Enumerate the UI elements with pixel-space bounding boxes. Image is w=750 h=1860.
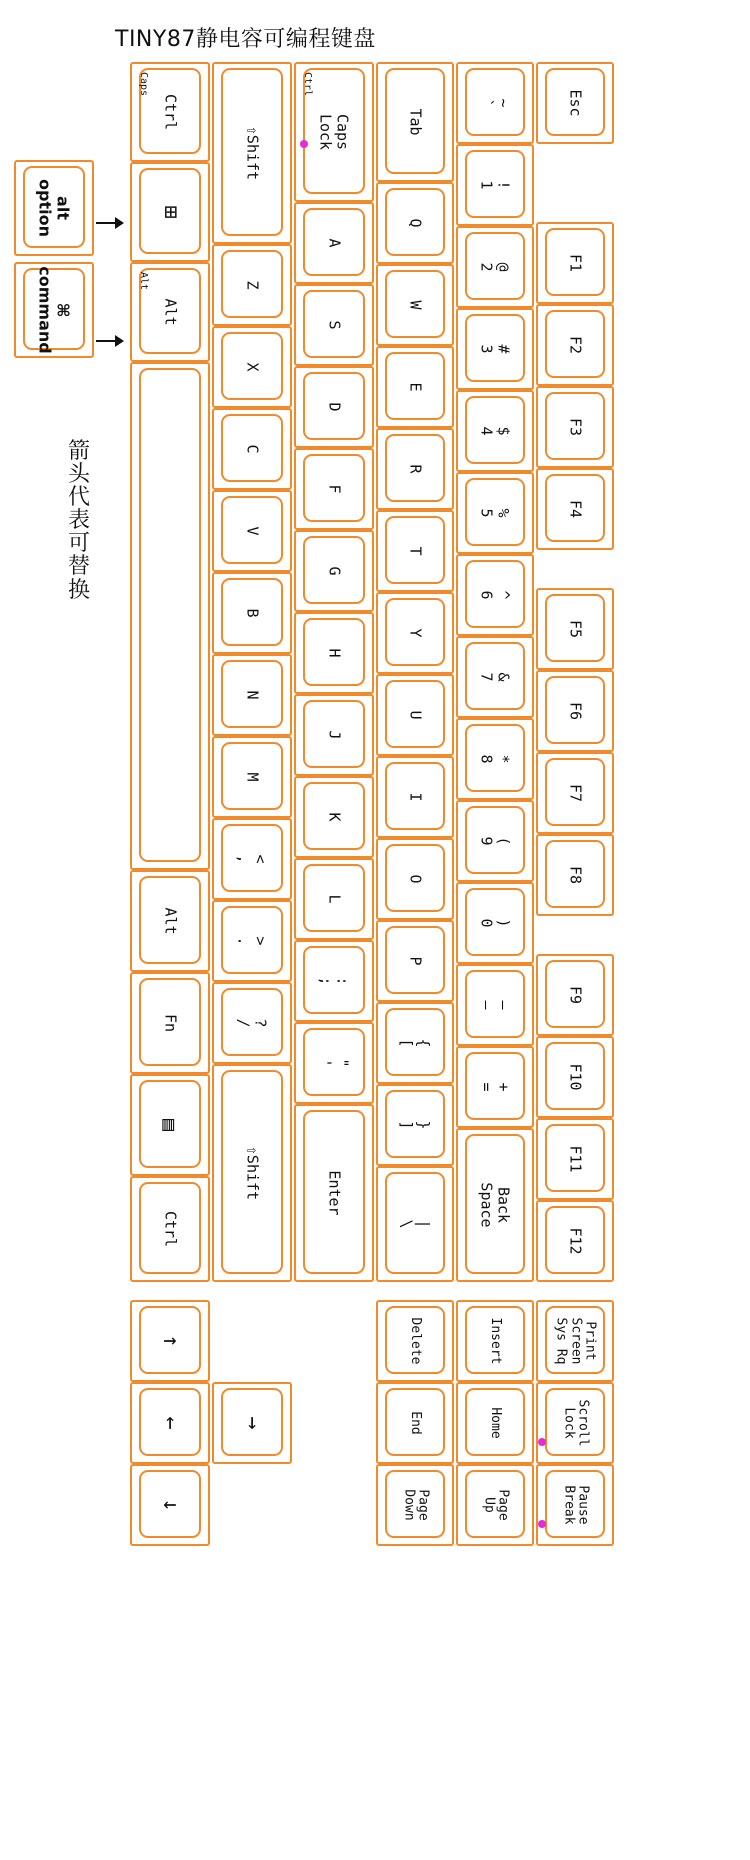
key-quote[interactable]: " ' [294, 1022, 374, 1104]
arrow-icon [96, 340, 122, 342]
key-f7[interactable]: F7 [536, 752, 614, 834]
diagram-title: TINY87静电容可编程键盘 [115, 27, 376, 52]
key-j[interactable]: J [294, 694, 374, 776]
key-equal[interactable]: + = [456, 1046, 534, 1128]
key-b[interactable]: B [212, 572, 292, 654]
key-backspace[interactable]: Back Space [456, 1128, 534, 1282]
key-l[interactable]: L [294, 858, 374, 940]
key-arrow-right[interactable]: → [212, 1382, 292, 1464]
key-fn[interactable]: Fn [130, 972, 210, 1074]
key-left-ctrl[interactable]: Ctrl Caps [130, 62, 210, 162]
key-h[interactable]: H [294, 612, 374, 694]
key-right-shift[interactable]: ⇧Shift [212, 1064, 292, 1282]
key-n[interactable]: N [212, 654, 292, 736]
key-6[interactable]: ^ 6 [456, 554, 534, 636]
key-arrow-down[interactable]: ↓ [130, 1464, 210, 1546]
key-a[interactable]: A [294, 202, 374, 284]
key-backslash[interactable]: | \ [376, 1166, 454, 1282]
key-d[interactable]: D [294, 366, 374, 448]
key-q[interactable]: Q [376, 182, 454, 264]
key-f3[interactable]: F3 [536, 386, 614, 468]
key-f8[interactable]: F8 [536, 834, 614, 916]
key-period[interactable]: > . [212, 900, 292, 982]
key-5[interactable]: % 5 [456, 472, 534, 554]
key-menu[interactable]: ▤ [130, 1074, 210, 1176]
key-u[interactable]: U [376, 674, 454, 756]
key-left-bracket[interactable]: { [ [376, 1002, 454, 1084]
key-8[interactable]: * 8 [456, 718, 534, 800]
key-page-down[interactable]: Page Down [376, 1464, 454, 1546]
key-left-shift[interactable]: ⇧Shift [212, 62, 292, 244]
key-left-alt[interactable]: Alt Alt [130, 262, 210, 362]
key-arrow-left[interactable]: ← [130, 1382, 210, 1464]
key-0[interactable]: ) 0 [456, 882, 534, 964]
key-i[interactable]: I [376, 756, 454, 838]
key-f2[interactable]: F2 [536, 304, 614, 386]
key-k[interactable]: K [294, 776, 374, 858]
mac-command-key: ⌘ command [14, 262, 94, 358]
key-s[interactable]: S [294, 284, 374, 366]
key-w[interactable]: W [376, 264, 454, 346]
key-print-screen[interactable]: Print Screen Sys Rq [536, 1300, 614, 1382]
key-comma[interactable]: < , [212, 818, 292, 900]
key-tab[interactable]: Tab [376, 62, 454, 182]
key-c[interactable]: C [212, 408, 292, 490]
key-minus[interactable]: — – [456, 964, 534, 1046]
key-f1[interactable]: F1 [536, 222, 614, 304]
key-slash[interactable]: ? / [212, 982, 292, 1064]
key-pause-break[interactable]: Pause Break [536, 1464, 614, 1546]
key-esc[interactable]: Esc [536, 62, 614, 144]
key-v[interactable]: V [212, 490, 292, 572]
key-right-alt[interactable]: Alt [130, 870, 210, 972]
key-z[interactable]: Z [212, 244, 292, 326]
key-f5[interactable]: F5 [536, 588, 614, 670]
key-7[interactable]: & 7 [456, 636, 534, 718]
key-insert[interactable]: Insert [456, 1300, 534, 1382]
key-f12[interactable]: F12 [536, 1200, 614, 1282]
key-scroll-lock[interactable]: Scroll Lock [536, 1382, 614, 1464]
key-p[interactable]: P [376, 920, 454, 1002]
key-end[interactable]: End [376, 1382, 454, 1464]
arrow-icon [96, 222, 122, 224]
key-t[interactable]: T [376, 510, 454, 592]
key-4[interactable]: $ 4 [456, 390, 534, 472]
key-space[interactable] [130, 362, 210, 870]
key-semicolon[interactable]: : ; [294, 940, 374, 1022]
key-right-bracket[interactable]: } ] [376, 1084, 454, 1166]
key-e[interactable]: E [376, 346, 454, 428]
key-delete[interactable]: Delete [376, 1300, 454, 1382]
key-y[interactable]: Y [376, 592, 454, 674]
key-arrow-up[interactable]: ↑ [130, 1300, 210, 1382]
key-f11[interactable]: F11 [536, 1118, 614, 1200]
side-note: 箭 头 代 表 可 替 换 [67, 439, 90, 603]
key-f9[interactable]: F9 [536, 954, 614, 1036]
key-caps-lock[interactable]: Caps Lock Ctrl [294, 62, 374, 202]
key-m[interactable]: M [212, 736, 292, 818]
key-r[interactable]: R [376, 428, 454, 510]
key-grave[interactable]: ~ ` [456, 62, 534, 144]
key-2[interactable]: @ 2 [456, 226, 534, 308]
key-9[interactable]: ( 9 [456, 800, 534, 882]
key-f10[interactable]: F10 [536, 1036, 614, 1118]
key-f6[interactable]: F6 [536, 670, 614, 752]
key-home[interactable]: Home [456, 1382, 534, 1464]
indicator-dot [538, 1438, 546, 1446]
key-o[interactable]: O [376, 838, 454, 920]
key-g[interactable]: G [294, 530, 374, 612]
mac-alt-option-key: alt option [14, 160, 94, 256]
key-page-up[interactable]: Page Up [456, 1464, 534, 1546]
key-right-ctrl[interactable]: Ctrl [130, 1176, 210, 1282]
key-1[interactable]: ! 1 [456, 144, 534, 226]
key-win[interactable]: ⊞ [130, 162, 210, 262]
key-f[interactable]: F [294, 448, 374, 530]
key-f4[interactable]: F4 [536, 468, 614, 550]
indicator-dot [538, 1520, 546, 1528]
key-x[interactable]: X [212, 326, 292, 408]
key-enter[interactable]: Enter [294, 1104, 374, 1282]
key-3[interactable]: # 3 [456, 308, 534, 390]
